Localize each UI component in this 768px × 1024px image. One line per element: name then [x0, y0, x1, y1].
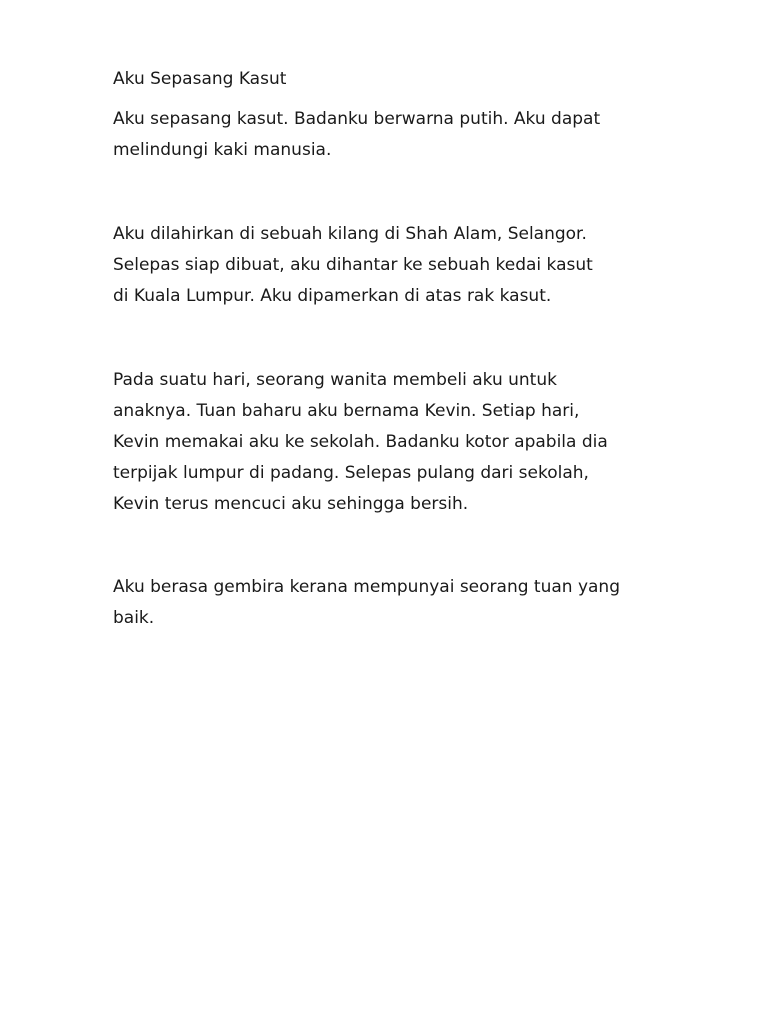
paragraph-line: melindungi kaki manusia.: [113, 140, 332, 160]
paragraph-line: baik.: [113, 608, 155, 628]
paragraph-line: anaknya. Tuan baharu aku bernama Kevin. Setiap hari,: [113, 401, 580, 421]
paragraph-line: Aku berasa gembira kerana mempunyai seorang tuan yang: [113, 577, 620, 597]
paragraph-intro: [113, 104, 600, 166]
paragraph-line: Selepas siap dibuat, aku dihantar ke sebuah kedai kasut: [113, 255, 593, 275]
paragraph-line: Pada suatu hari, seorang wanita membeli aku untuk: [113, 370, 557, 390]
paragraph-line: Kevin memakai aku ke sekolah. Badanku kotor apabila dia: [113, 432, 608, 452]
paragraph-line: Aku sepasang kasut. Badanku berwarna putih. Aku dapat: [113, 109, 601, 129]
paragraph-line: di Kuala Lumpur. Aku dipamerkan di atas rak kasut.: [113, 286, 552, 306]
paragraph-story: [113, 365, 608, 520]
paragraph-line: Kevin terus mencuci aku sehingga bersih.: [113, 494, 469, 514]
paragraph-origin: [113, 219, 593, 312]
paragraph-line: terpijak lumpur di padang. Selepas pulang dari sekolah,: [113, 463, 589, 483]
paragraph-conclusion: [113, 572, 620, 634]
document-title: Aku Sepasang Kasut: [113, 69, 287, 89]
paragraph-line: Aku dilahirkan di sebuah kilang di Shah Alam, Selangor.: [113, 224, 587, 244]
